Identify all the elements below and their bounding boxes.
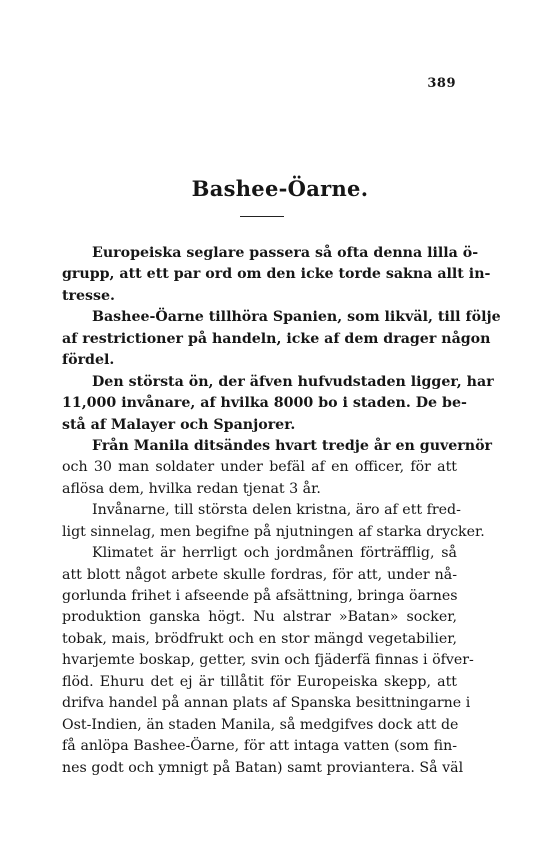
text-line: Bashee-Öarne tillhöra Spanien, som likväl, till följe [92,309,501,326]
text-line: hvarjemte boskap, getter, svin och fjäderfä finnas i öfver- [62,652,474,669]
text-line: tresse. [62,287,115,304]
title-divider [240,216,284,217]
text-line: och 30 man soldater under befäl af en officer, för att [62,459,457,476]
text-line: Den största ön, der äfven hufvudstaden ligger, har [92,373,494,390]
text-line: Europeiska seglare passera så ofta denna lilla ö- [92,245,479,261]
text-line: 11,000 invånare, af hvilka 8000 bo i staden. De be- [62,395,467,412]
text-line: stå af Malayer och Spanjorer. [62,416,296,433]
text-line: grupp, att ett par ord om den icke torde sakna allt in- [62,266,491,283]
text-line: att blott något arbete skulle fordras, för att, under nå- [62,566,457,583]
body-text [62,243,501,779]
text-line: af restrictioner på handeln, icke af dem drager någon [62,330,491,347]
page-number: 389 [427,76,456,91]
text-line: aflösa dem, hvilka redan tjenat 3 år. [62,480,321,497]
text-line: tobak, mais, brödfrukt och en stor mängd vegetabilier, [62,630,457,647]
text-line: produktion ganska högt. Nu alstrar »Batan» socker, [62,609,457,626]
chapter-title: Bashee-Öarne. [191,176,369,201]
text-line: få anlöpa Bashee-Öarne, för att intaga vatten (som fin- [62,738,457,755]
text-line: fördel. [62,352,115,369]
text-line: gorlunda frihet i afseende på afsättning, bringa öarnes [62,588,458,604]
text-line: Ost-Indien, än staden Manila, så medgifves dock att de [62,716,459,733]
text-line: Invånarne, till största delen kristna, äro af ett fred- [92,502,461,519]
text-line: Klimatet är herrligt och jordmånen förträfflig, så [92,545,457,562]
text-line: Från Manila ditsändes hvart tredje år en guvernör [92,437,493,454]
text-line: flöd. Ehuru det ej är tillåtit för Europeiska skepp, att [62,673,457,690]
text-line: nes godt och ymnigt på Batan) samt proviantera. Så väl [62,759,464,776]
text-line: drifva handel på annan plats af Spanska besittningarne i [62,695,471,712]
text-line: ligt sinnelag, men begifne på njutningen af starka drycker. [62,523,485,540]
